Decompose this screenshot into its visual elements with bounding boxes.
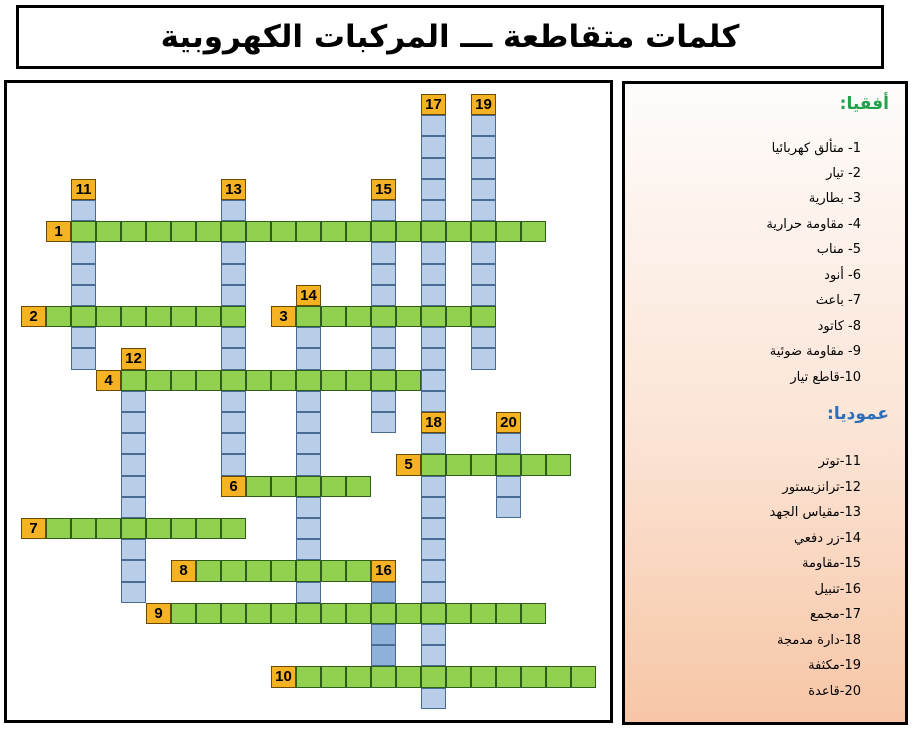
crossword-cell[interactable] — [321, 221, 346, 242]
crossword-cell[interactable] — [346, 370, 371, 391]
crossword-cell[interactable] — [421, 115, 446, 136]
crossword-cell[interactable] — [471, 136, 496, 157]
down-clue-12: 12-ترانزيستور — [782, 480, 861, 495]
crossword-cell[interactable] — [46, 518, 71, 539]
crossword-cell[interactable] — [71, 242, 96, 263]
clue-number-20: 20 — [496, 412, 521, 433]
crossword-cell[interactable] — [121, 539, 146, 560]
crossword-cell[interactable] — [246, 476, 271, 497]
crossword-cell[interactable] — [71, 327, 96, 348]
crossword-cell[interactable] — [221, 221, 246, 242]
crossword-cell[interactable] — [421, 624, 446, 645]
crossword-cell[interactable] — [496, 454, 521, 475]
across-clue-2: 2- تيار — [826, 166, 861, 181]
page-title: كلمات متقاطعة ـــ المركبات الكهروبية — [160, 19, 740, 55]
crossword-cell[interactable] — [121, 560, 146, 581]
clue-number-5: 5 — [396, 454, 421, 475]
crossword-cell[interactable] — [296, 370, 321, 391]
crossword-cell[interactable] — [421, 666, 446, 687]
down-clue-20: 20-قاعدة — [808, 684, 861, 699]
down-clue-17: 17-مجمع — [809, 607, 861, 622]
crossword-cell[interactable] — [521, 603, 546, 624]
crossword-cell[interactable] — [496, 433, 521, 454]
crossword-cell[interactable] — [471, 221, 496, 242]
crossword-cell[interactable] — [371, 348, 396, 369]
crossword-cell[interactable] — [396, 666, 421, 687]
crossword-cell[interactable] — [121, 454, 146, 475]
crossword-cell[interactable] — [321, 560, 346, 581]
down-clue-15: 15-مقاومة — [802, 556, 861, 571]
crossword-cell[interactable] — [421, 306, 446, 327]
crossword-cell[interactable] — [471, 115, 496, 136]
across-clue-6: 6- أنود — [824, 268, 861, 283]
clue-number-3: 3 — [271, 306, 296, 327]
crossword-cell[interactable] — [221, 391, 246, 412]
crossword-cell[interactable] — [421, 603, 446, 624]
crossword-cell[interactable] — [71, 518, 96, 539]
clue-number-6: 6 — [221, 476, 246, 497]
crossword-cell[interactable] — [396, 306, 421, 327]
crossword-cell[interactable] — [271, 221, 296, 242]
across-clue-4: 4- مقاومة حرارية — [766, 217, 861, 232]
crossword-cell[interactable] — [421, 391, 446, 412]
crossword-cell[interactable] — [296, 476, 321, 497]
crossword-cell[interactable] — [221, 560, 246, 581]
crossword-cell[interactable] — [96, 221, 121, 242]
crossword-cell[interactable] — [571, 666, 596, 687]
crossword-cell[interactable] — [296, 582, 321, 603]
crossword-cell[interactable] — [246, 370, 271, 391]
crossword-cell[interactable] — [296, 539, 321, 560]
clue-number-10: 10 — [271, 666, 296, 687]
crossword-cell[interactable] — [371, 221, 396, 242]
crossword-cell[interactable] — [421, 242, 446, 263]
crossword-cell[interactable] — [271, 603, 296, 624]
crossword-cell[interactable] — [421, 200, 446, 221]
crossword-cell[interactable] — [346, 666, 371, 687]
crossword-cell[interactable] — [296, 454, 321, 475]
crossword-cell[interactable] — [371, 645, 396, 666]
crossword-cell[interactable] — [471, 306, 496, 327]
crossword-cell[interactable] — [171, 221, 196, 242]
crossword-cell[interactable] — [121, 582, 146, 603]
crossword-cell[interactable] — [546, 666, 571, 687]
crossword-cell[interactable] — [421, 370, 446, 391]
crossword-cell[interactable] — [421, 221, 446, 242]
crossword-cell[interactable] — [471, 179, 496, 200]
crossword-cell[interactable] — [221, 603, 246, 624]
down-clue-11: 11-توتر — [818, 454, 861, 469]
crossword-cell[interactable] — [121, 497, 146, 518]
crossword-cell[interactable] — [146, 518, 171, 539]
crossword-cell[interactable] — [296, 391, 321, 412]
crossword-cell[interactable] — [296, 497, 321, 518]
clue-number-16: 16 — [371, 560, 396, 581]
crossword-cell[interactable] — [496, 603, 521, 624]
crossword-cell[interactable] — [496, 221, 521, 242]
crossword-cell[interactable] — [196, 560, 221, 581]
crossword-cell[interactable] — [421, 158, 446, 179]
crossword-cell[interactable] — [221, 242, 246, 263]
crossword-cell[interactable] — [446, 306, 471, 327]
clue-number-4: 4 — [96, 370, 121, 391]
across-clue-8: 8- كاتود — [817, 319, 861, 334]
crossword-cell[interactable] — [296, 560, 321, 581]
clue-number-18: 18 — [421, 412, 446, 433]
crossword-cell[interactable] — [396, 221, 421, 242]
crossword-cell[interactable] — [346, 221, 371, 242]
crossword-cell[interactable] — [446, 666, 471, 687]
crossword-cell[interactable] — [346, 306, 371, 327]
crossword-cell[interactable] — [96, 306, 121, 327]
crossword-cell[interactable] — [371, 285, 396, 306]
crossword-cell[interactable] — [496, 497, 521, 518]
crossword-cell[interactable] — [71, 264, 96, 285]
crossword-cell[interactable] — [521, 666, 546, 687]
crossword-cell[interactable] — [346, 560, 371, 581]
crossword-cell[interactable] — [371, 306, 396, 327]
crossword-cell[interactable] — [371, 624, 396, 645]
crossword-cell[interactable] — [221, 327, 246, 348]
crossword-cell[interactable] — [371, 412, 396, 433]
crossword-cell[interactable] — [471, 603, 496, 624]
crossword-cell[interactable] — [221, 306, 246, 327]
crossword-cell[interactable] — [296, 412, 321, 433]
crossword-cell[interactable] — [296, 518, 321, 539]
crossword-cell[interactable] — [471, 327, 496, 348]
crossword-cell[interactable] — [371, 327, 396, 348]
crossword-cell[interactable] — [371, 603, 396, 624]
crossword-cell[interactable] — [446, 603, 471, 624]
clue-number-9: 9 — [146, 603, 171, 624]
clue-panel — [622, 81, 908, 725]
crossword-cell[interactable] — [121, 370, 146, 391]
crossword-cell[interactable] — [171, 306, 196, 327]
crossword-cell[interactable] — [421, 454, 446, 475]
crossword-cell[interactable] — [196, 221, 221, 242]
crossword-cell[interactable] — [321, 666, 346, 687]
across-clue-10: 10-قاطع تيار — [790, 370, 861, 385]
crossword-cell[interactable] — [246, 560, 271, 581]
crossword-cell[interactable] — [196, 603, 221, 624]
crossword-cell[interactable] — [471, 666, 496, 687]
clue-number-11: 11 — [71, 179, 96, 200]
crossword-cell[interactable] — [121, 433, 146, 454]
crossword-cell[interactable] — [221, 433, 246, 454]
crossword-cell[interactable] — [296, 348, 321, 369]
crossword-cell[interactable] — [421, 476, 446, 497]
crossword-cell[interactable] — [46, 306, 71, 327]
down-clue-19: 19-مكثفة — [808, 658, 861, 673]
clue-number-13: 13 — [221, 179, 246, 200]
crossword-cell[interactable] — [221, 370, 246, 391]
crossword-cell[interactable] — [121, 412, 146, 433]
crossword-cell[interactable] — [146, 370, 171, 391]
crossword-cell[interactable] — [296, 433, 321, 454]
clue-number-2: 2 — [21, 306, 46, 327]
crossword-cell[interactable] — [171, 518, 196, 539]
crossword-cell[interactable] — [296, 221, 321, 242]
crossword-cell[interactable] — [346, 476, 371, 497]
crossword-cell[interactable] — [246, 221, 271, 242]
crossword-cell[interactable] — [146, 221, 171, 242]
crossword-cell[interactable] — [146, 306, 171, 327]
crossword-cell[interactable] — [421, 327, 446, 348]
crossword-cell[interactable] — [71, 306, 96, 327]
crossword-cell[interactable] — [71, 285, 96, 306]
crossword-cell[interactable] — [421, 136, 446, 157]
crossword-cell[interactable] — [296, 666, 321, 687]
crossword-cell[interactable] — [396, 370, 421, 391]
crossword-cell[interactable] — [221, 454, 246, 475]
crossword-cell[interactable] — [371, 200, 396, 221]
crossword-cell[interactable] — [471, 242, 496, 263]
crossword-cell[interactable] — [221, 285, 246, 306]
crossword-cell[interactable] — [421, 688, 446, 709]
crossword-cell[interactable] — [221, 264, 246, 285]
crossword-cell[interactable] — [71, 221, 96, 242]
crossword-cell[interactable] — [271, 476, 296, 497]
down-clue-16: 16-تنبيل — [814, 582, 861, 597]
crossword-cell[interactable] — [471, 348, 496, 369]
crossword-cell[interactable] — [296, 327, 321, 348]
crossword-cell[interactable] — [121, 476, 146, 497]
crossword-cell[interactable] — [296, 603, 321, 624]
crossword-cell[interactable] — [221, 348, 246, 369]
clue-number-17: 17 — [421, 94, 446, 115]
across-clue-3: 3- بطارية — [808, 191, 861, 206]
crossword-cell[interactable] — [521, 221, 546, 242]
crossword-cell[interactable] — [421, 582, 446, 603]
crossword-cell[interactable] — [171, 603, 196, 624]
across-clue-1: 1- متألق كهربائيا — [771, 141, 861, 156]
crossword-cell[interactable] — [471, 200, 496, 221]
clue-number-12: 12 — [121, 348, 146, 369]
crossword-cell[interactable] — [321, 306, 346, 327]
crossword-cell[interactable] — [71, 348, 96, 369]
crossword-cell[interactable] — [396, 603, 421, 624]
crossword-cell[interactable] — [421, 433, 446, 454]
crossword-cell[interactable] — [421, 518, 446, 539]
crossword-cell[interactable] — [496, 666, 521, 687]
crossword-cell[interactable] — [471, 285, 496, 306]
crossword-cell[interactable] — [371, 242, 396, 263]
clue-number-7: 7 — [21, 518, 46, 539]
crossword-cell[interactable] — [246, 603, 271, 624]
crossword-cell[interactable] — [421, 539, 446, 560]
crossword-cell[interactable] — [321, 476, 346, 497]
crossword-cell[interactable] — [221, 412, 246, 433]
crossword-cell[interactable] — [121, 391, 146, 412]
clue-number-19: 19 — [471, 94, 496, 115]
crossword-cell[interactable] — [421, 560, 446, 581]
across-clue-5: 5- مناب — [816, 242, 861, 257]
crossword-cell[interactable] — [321, 370, 346, 391]
crossword-cell[interactable] — [421, 264, 446, 285]
crossword-cell[interactable] — [371, 264, 396, 285]
crossword-cell[interactable] — [421, 179, 446, 200]
crossword-cell[interactable] — [371, 370, 396, 391]
crossword-cell[interactable] — [421, 285, 446, 306]
crossword-cell[interactable] — [321, 603, 346, 624]
crossword-cell[interactable] — [471, 454, 496, 475]
crossword-cell[interactable] — [421, 348, 446, 369]
crossword-cell[interactable] — [96, 518, 121, 539]
clue-number-15: 15 — [371, 179, 396, 200]
crossword-cell[interactable] — [196, 306, 221, 327]
crossword-cell[interactable] — [496, 476, 521, 497]
down-clue-14: 14-زر دفعي — [793, 531, 861, 546]
crossword-cell[interactable] — [446, 454, 471, 475]
crossword-cell[interactable] — [421, 645, 446, 666]
crossword-cell[interactable] — [121, 221, 146, 242]
crossword-cell[interactable] — [121, 306, 146, 327]
crossword-cell[interactable] — [371, 666, 396, 687]
across-clue-7: 7- باعث — [815, 293, 861, 308]
crossword-cell[interactable] — [546, 454, 571, 475]
crossword-cell[interactable] — [271, 370, 296, 391]
crossword-cell[interactable] — [196, 518, 221, 539]
across-clue-9: 9- مقاومة ضوئية — [769, 344, 861, 359]
crossword-cell[interactable] — [471, 158, 496, 179]
crossword-cell[interactable] — [521, 454, 546, 475]
crossword-cell[interactable] — [371, 582, 396, 603]
clue-number-8: 8 — [171, 560, 196, 581]
crossword-cell[interactable] — [221, 518, 246, 539]
crossword-cell[interactable] — [171, 370, 196, 391]
crossword-cell[interactable] — [196, 370, 221, 391]
across-heading: أفقيا: — [839, 94, 889, 114]
crossword-cell[interactable] — [271, 560, 296, 581]
crossword-cell[interactable] — [71, 200, 96, 221]
crossword-cell[interactable] — [421, 497, 446, 518]
crossword-cell[interactable] — [346, 603, 371, 624]
crossword-cell[interactable] — [471, 264, 496, 285]
down-heading: عموديا: — [827, 404, 889, 424]
down-clue-18: 18-دارة مدمجة — [777, 633, 861, 648]
down-clue-13: 13-مقياس الجهد — [769, 505, 861, 520]
crossword-cell[interactable] — [371, 391, 396, 412]
crossword-cell[interactable] — [296, 306, 321, 327]
crossword-cell[interactable] — [121, 518, 146, 539]
crossword-cell[interactable] — [446, 221, 471, 242]
clue-number-14: 14 — [296, 285, 321, 306]
clue-number-1: 1 — [46, 221, 71, 242]
crossword-cell[interactable] — [221, 200, 246, 221]
